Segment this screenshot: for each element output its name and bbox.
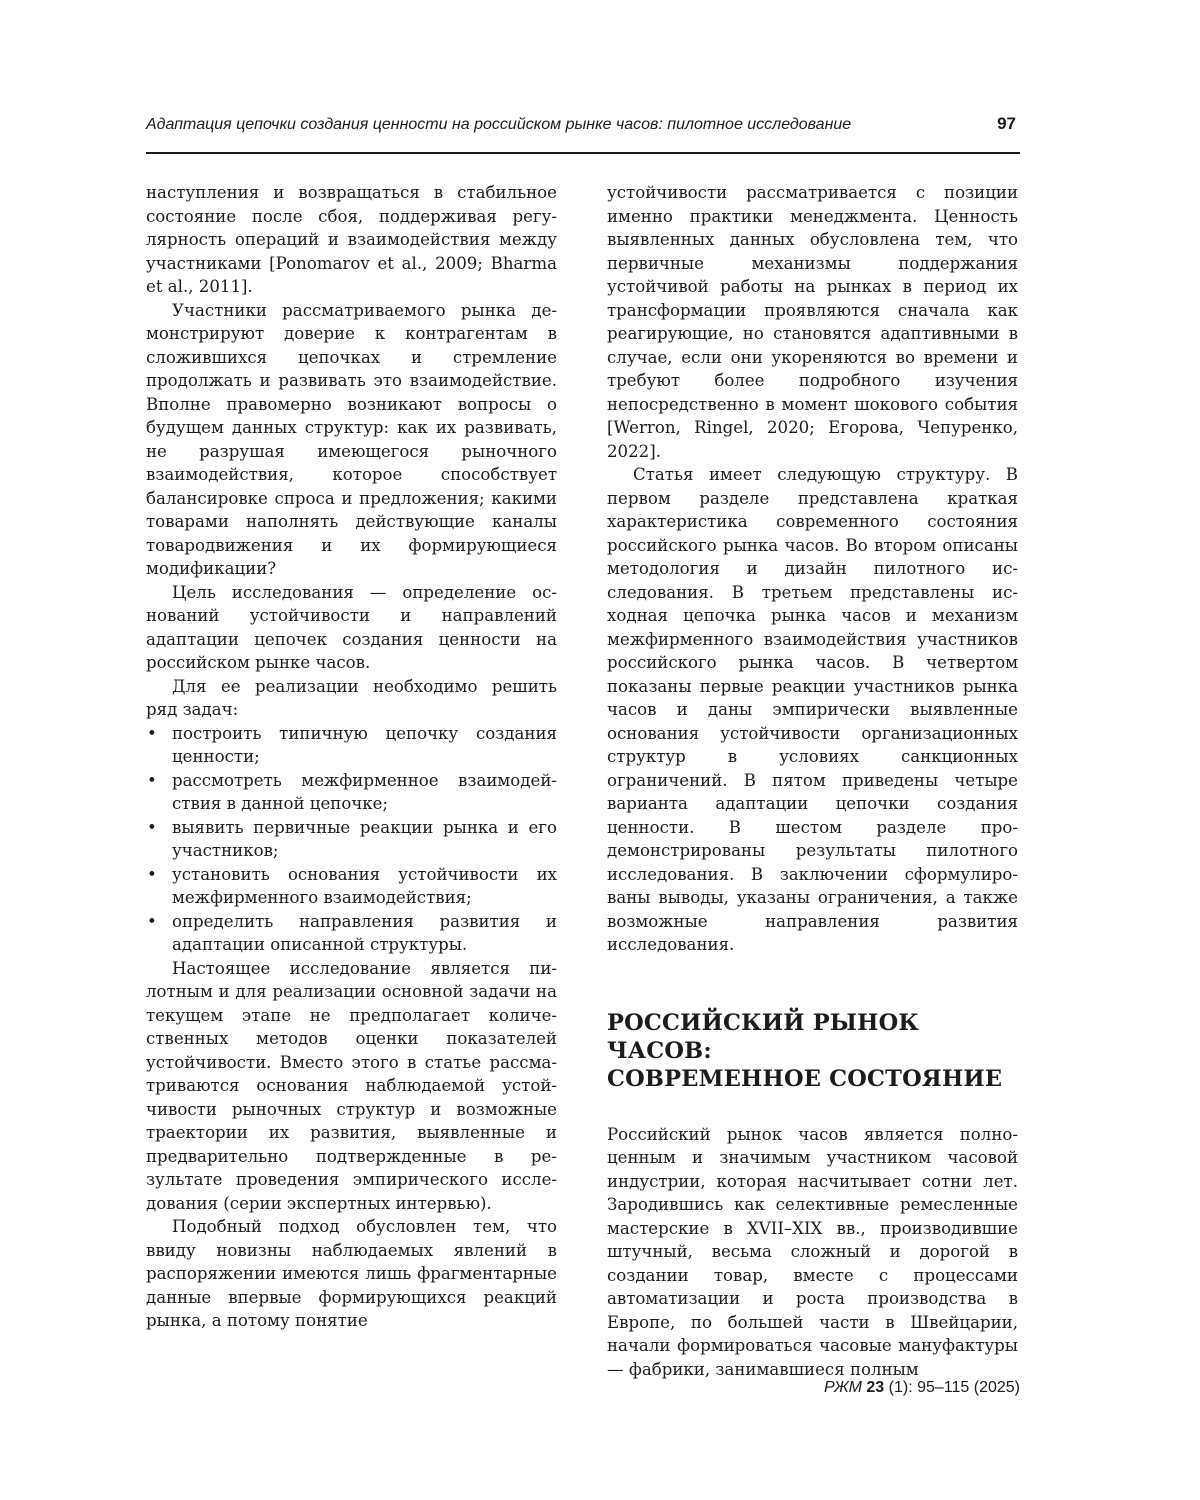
list-item-text: определить направления развития и адаптации описанной структуры. xyxy=(172,911,557,954)
journal-name: РЖМ xyxy=(823,1379,862,1396)
running-head xyxy=(146,112,1020,142)
right-paragraph-1: устойчивости рассматривается с позиции именно практики менеджмента. Ценность выявленных данных обусловлена тем, что первичные механизмы поддержания устойчивой работы на рынках в период их трансформации проявляются сначала как реагирующие, но становятся адаптивными в случае, если они укореняются во времени и требуют более подробного изучения непосредственно в момент шокового события [Werron, Ringel, 2020; Егорова, Чепуренко, 2022]. xyxy=(607,183,1018,461)
journal-volume: 23 xyxy=(866,1379,885,1396)
section-heading-line-2: СОВРЕМЕННОЕ СОСТОЯНИЕ xyxy=(607,1065,1003,1092)
list-item xyxy=(146,910,557,957)
bullet-icon: • xyxy=(147,864,157,884)
section-heading-line-1: РОССИЙСКИЙ РЫНОК ЧАСОВ: xyxy=(607,1009,920,1064)
research-goal-paragraph: Цель исследования — определение оснований устойчивости и направлений адаптации цепочек создания ценности на российском рынке часов. xyxy=(146,582,557,672)
list-item xyxy=(146,722,557,769)
bullet-icon: • xyxy=(147,770,157,790)
section-paragraph-1: Российский рынок часов является полноценным и значимым участником часовой индустрии, которая насчитывает сотни лет. Зародившись как селективные ремесленные мастерские в XVII–XIX вв., производившие штучный, весьма сложный и дорогой в создании товар, вместе с процессами автоматизации и роста производства в Европе, по большей части в Швейцарии, начали формироваться часовые мануфактуры — фабрики, занимавшиеся полным xyxy=(607,1124,1018,1379)
list-item-text: построить типичную цепочку создания ценности; xyxy=(172,723,557,766)
list-item xyxy=(146,816,557,863)
footer-citation xyxy=(824,1379,1020,1397)
page-number: 97 xyxy=(997,114,1016,133)
list-item xyxy=(146,769,557,816)
left-column xyxy=(146,181,557,1333)
right-column xyxy=(607,181,1018,1381)
issue-pages: (1): 95–115 (2025) xyxy=(888,1379,1020,1396)
tasks-intro-paragraph: Для ее реализации необходимо решить ряд задач: xyxy=(146,676,557,719)
left-paragraph-5: Настоящее исследование является пилотным и для реализации основной задачи на текущем этапе не предполагает количественных методов оценки показателей устойчивости. Вместо этого в статье рассматриваются основания наблюдаемой устойчивости рыночных структур и возможные траектории их развития, выявленные и предварительно подтвержденные в результате проведения эмпирического исследования (серии экспертных интервью). xyxy=(146,958,557,1213)
bullet-icon: • xyxy=(147,817,157,837)
bullet-icon: • xyxy=(147,911,157,931)
left-paragraph-2: Участники рассматриваемого рынка демонстрируют доверие к контрагентам в сложившихся цепочках и стремление продолжать и развивать это взаимодействие. Вполне правомерно возникают вопросы о будущем данных структур: как их развивать, не разрушая имеющегося рыночного взаимодействия, которое способствует балансировке спроса и предложения; какими товарами наполнять действующие каналы товародвижения и их формирующиеся модификации? xyxy=(146,300,557,578)
list-item-text: рассмотреть межфирменное взаимодействия в данной цепочке; xyxy=(172,770,557,813)
section-heading xyxy=(607,1009,1018,1093)
list-item-text: установить основания устойчивости их межфирменного взаимодействия; xyxy=(172,864,557,907)
tasks-list xyxy=(146,722,557,957)
list-item-text: выявить первичные реакции рынка и его участников; xyxy=(172,817,557,860)
header-rule xyxy=(146,152,1020,154)
article-structure-paragraph: Статья имеет следующую структуру. В первом разделе представлена краткая характеристика современного состояния российского рынка часов. Во втором описаны методология и дизайн пилотного исследования. В третьем представлены исходная цепочка рынка часов и механизм межфирменного взаимодействия участников российского рынка часов. В четвертом показаны первые реакции участников рынка часов и даны эмпирически выявленные основания устойчивости организационных структур в условиях санкционных ограничений. В пятом приведены четыре варианта адаптации цепочки создания ценности. В шестом разделе продемонстрированы результаты пилотного исследования. В заключении сформулированы выводы, указаны ограничения, а также возможные направления развития исследования. xyxy=(607,465,1018,954)
bullet-icon: • xyxy=(147,723,157,743)
left-paragraph-6: Подобный подход обусловлен тем, что ввиду новизны наблюдаемых явлений в распоряжении имеются лишь фрагментарные данные впервые формирующихся реакций рынка, а потому понятие xyxy=(146,1217,557,1330)
running-title: Адаптация цепочки создания ценности на российском рынке часов: пилотное исследование xyxy=(146,116,852,133)
left-paragraph-1: наступления и возвращаться в стабильное состояние после сбоя, поддерживая регулярность операций и взаимодействия между участниками [Ponomarov et al., 2009; Bharma et al., 2011]. xyxy=(146,183,557,296)
list-item xyxy=(146,863,557,910)
